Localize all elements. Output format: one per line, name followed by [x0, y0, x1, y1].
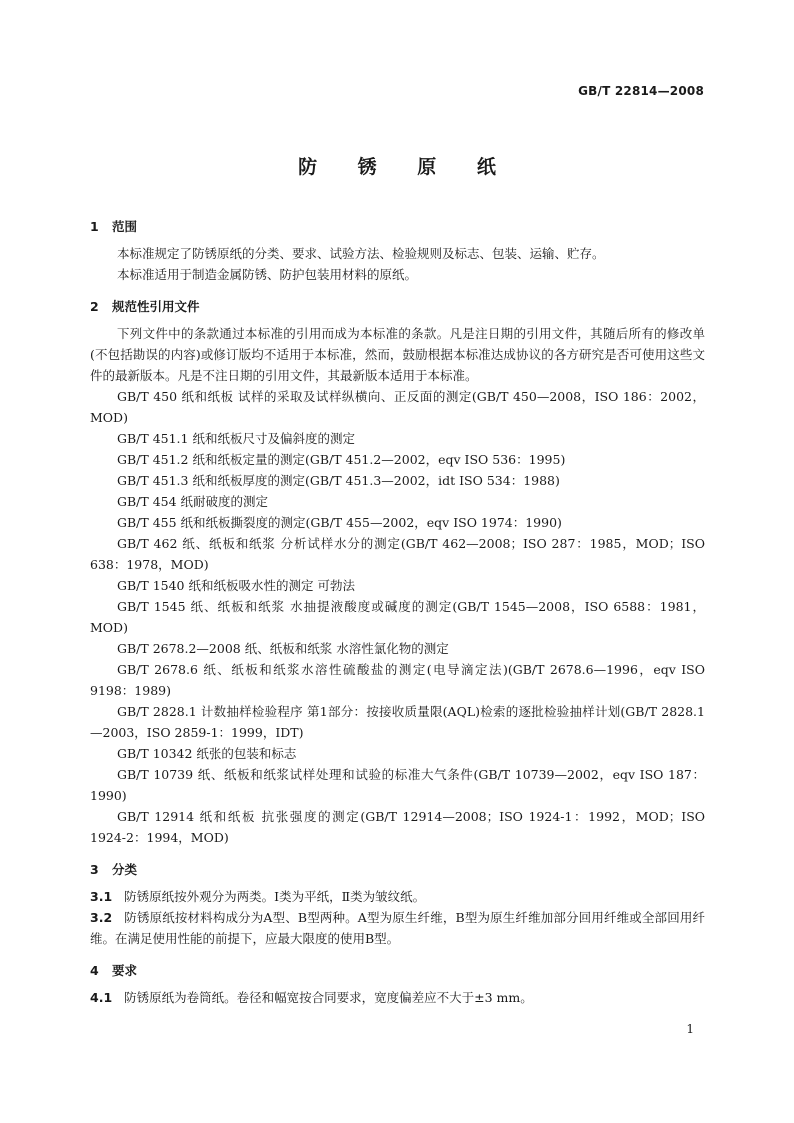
clause [90, 886, 705, 907]
section-title: 规范性引用文件 [112, 299, 200, 314]
section-3-heading [90, 859, 705, 880]
clause [90, 987, 705, 1008]
intro-paragraph: 下列文件中的条款通过本标准的引用而成为本标准的条款。凡是注日期的引用文件，其随后所有的修改单(不包括勘误的内容)或修订版均不适用于本标准，然而，鼓励根据本标准达成协议的各方研究是否可使用这些文件的最新版本。凡是不注日期的引用文件，其最新版本适用于本标准。 [90, 326, 705, 383]
section-number: 3 [90, 862, 99, 877]
document-title: 防 锈 原 纸 [298, 156, 513, 178]
document-body [90, 216, 705, 1008]
reference-item: GB/T 451.3 纸和纸板厚度的测定(GB/T 451.3—2002，idt ISO 534：1988) [117, 473, 560, 488]
reference-item: GB/T 454 纸耐破度的测定 [117, 494, 269, 509]
section-title: 要求 [112, 963, 138, 978]
paragraph: 本标准规定了防锈原纸的分类、要求、试验方法、检验规则及标志、包装、运输、贮存。 [117, 246, 605, 261]
reference-item: GB/T 1540 纸和纸板吸水性的测定 可勃法 [117, 578, 355, 593]
section-title: 分类 [112, 862, 138, 877]
paragraph: 本标准适用于制造金属防锈、防护包装用材料的原纸。 [117, 267, 418, 282]
clause-text: 防锈原纸按外观分为两类。Ⅰ类为平纸，Ⅱ类为皱纹纸。 [124, 889, 426, 904]
page-number: 1 [686, 1022, 694, 1036]
reference-item: GB/T 2828.1 计数抽样检验程序 第1部分：按接收质量限(AQL)检索的逐批检验抽样计划(GB/T 2828.1—2003，ISO 2859-1：1999，IDT) [90, 704, 705, 740]
section-title: 范围 [112, 219, 138, 234]
clause-number: 3.2 [90, 910, 113, 925]
reference-item: GB/T 2678.2—2008 纸、纸板和纸浆 水溶性氯化物的测定 [117, 641, 449, 656]
reference-item: GB/T 451.2 纸和纸板定量的测定(GB/T 451.2—2002，eqv ISO 536：1995) [117, 452, 566, 467]
reference-item: GB/T 2678.6 纸、纸板和纸浆水溶性硫酸盐的测定(电导滴定法)(GB/T 2678.6—1996，eqv ISO 9198：1989) [90, 662, 705, 698]
standard-number: GB/T 22814—2008 [578, 84, 704, 98]
reference-item: GB/T 10739 纸、纸板和纸浆试样处理和试验的标准大气条件(GB/T 10739—2002，eqv ISO 187：1990) [90, 767, 705, 803]
section-1-heading [90, 216, 705, 237]
section-number: 2 [90, 299, 99, 314]
clause-number: 3.1 [90, 889, 113, 904]
reference-item: GB/T 12914 纸和纸板 抗张强度的测定(GB/T 12914—2008；ISO 1924-1：1992，MOD；ISO 1924-2：1994，MOD) [90, 809, 705, 845]
reference-item: GB/T 10342 纸张的包装和标志 [117, 746, 297, 761]
reference-item: GB/T 1545 纸、纸板和纸浆 水抽提液酸度或碱度的测定(GB/T 1545—2008，ISO 6588：1981，MOD) [90, 599, 705, 635]
clause-text: 防锈原纸为卷筒纸。卷径和幅宽按合同要求，宽度偏差应不大于±3 mm。 [124, 990, 533, 1005]
clause-number: 4.1 [90, 990, 113, 1005]
reference-item: GB/T 451.1 纸和纸板尺寸及偏斜度的测定 [117, 431, 355, 446]
section-2-heading [90, 296, 705, 317]
section-number: 4 [90, 963, 99, 978]
reference-item: GB/T 450 纸和纸板 试样的采取及试样纵横向、正反面的测定(GB/T 450—2008，ISO 186：2002，MOD) [90, 389, 705, 425]
reference-item: GB/T 455 纸和纸板撕裂度的测定(GB/T 455—2002，eqv ISO 1974：1990) [117, 515, 562, 530]
clause-text: 防锈原纸按材料构成分为A型、B型两种。A型为原生纤维，B型为原生纤维加部分回用纤维或全部回用纤维。在满足使用性能的前提下，应最大限度的使用B型。 [90, 910, 705, 946]
clause [90, 907, 705, 949]
section-4-heading [90, 960, 705, 981]
reference-item: GB/T 462 纸、纸板和纸浆 分析试样水分的测定(GB/T 462—2008；ISO 287：1985，MOD；ISO 638：1978，MOD) [90, 536, 705, 572]
section-number: 1 [90, 219, 99, 234]
